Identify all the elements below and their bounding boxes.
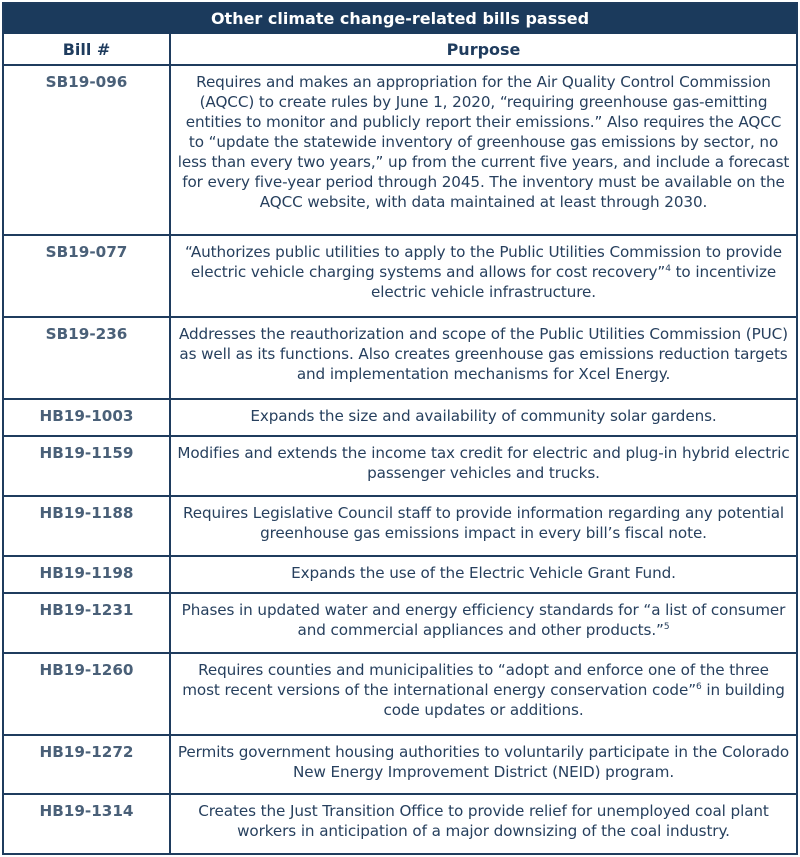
bill-number: SB19-096 — [4, 65, 170, 235]
purpose-text: “Authorizes public utilities to apply to the Public Utilities Commission to provide electric vehicle charging systems and allows for cost recovery” — [185, 243, 782, 282]
purpose-text: Addresses the reauthorization and scope of the Public Utilities Commission (PUC) as well as its functions. Also creates greenhouse gas emissions reduction targets and implementation mechanisms for Xcel Energy. — [178, 324, 788, 383]
table-row — [4, 556, 796, 594]
bill-purpose — [170, 593, 796, 653]
bill-number: HB19-1314 — [4, 794, 170, 853]
table-row — [4, 794, 796, 853]
bill-number: HB19-1159 — [4, 436, 170, 496]
purpose-text: Permits government housing authorities to voluntarily participate in the Colorado New Energy Improvement District (NEID) program. — [177, 742, 790, 781]
purpose-text: Expands the use of the Electric Vehicle Grant Fund. — [291, 563, 676, 582]
purpose-text: Requires Legislative Council staff to provide information regarding any potential greenhouse gas emissions impact in every bill’s fiscal note. — [182, 503, 785, 542]
purpose-text: Phases in updated water and energy efficiency standards for “a list of consumer and commercial appliances and other products.” — [181, 601, 786, 640]
bill-purpose — [170, 653, 796, 735]
bill-number: HB19-1260 — [4, 653, 170, 735]
table-title: Other climate change-related bills passed — [4, 4, 796, 34]
purpose-text-continued: to incentivize electric vehicle infrastructure. — [370, 263, 777, 302]
table-row — [4, 436, 796, 496]
bills-table — [2, 2, 798, 855]
purpose-text: Modifies and extends the income tax credit for electric and plug-in hybrid electric passenger vehicles and trucks. — [177, 444, 790, 483]
bill-purpose — [170, 317, 796, 399]
bill-number: HB19-1272 — [4, 735, 170, 795]
bill-purpose — [170, 399, 796, 437]
bill-number: HB19-1188 — [4, 496, 170, 556]
bill-number: HB19-1003 — [4, 399, 170, 437]
table-row — [4, 735, 796, 795]
bill-purpose — [170, 65, 796, 235]
footnote-marker: 5 — [663, 622, 670, 633]
footnote-marker: 4 — [665, 264, 671, 275]
bill-purpose — [170, 235, 796, 317]
bill-number: HB19-1231 — [4, 593, 170, 653]
bill-purpose — [170, 496, 796, 556]
purpose-column-header: Purpose — [170, 34, 796, 65]
table-row — [4, 496, 796, 556]
table-row — [4, 593, 796, 653]
table-row — [4, 65, 796, 235]
bill-column-header: Bill # — [4, 34, 170, 65]
footnote-marker: 6 — [695, 681, 702, 692]
bill-purpose — [170, 556, 796, 594]
bill-number: SB19-236 — [4, 317, 170, 399]
purpose-text: Requires and makes an appropriation for the Air Quality Control Commission (AQCC) to create rules by June 1, 2020, “requiring greenhouse gas-emitting entities to monitor and publicly report their emissions.” Also requires the AQCC to “update the statewide inventory of greenhouse gas emissions by sector, no less than every two years,” up from the current five years, and include a forecast for every five-year period through 2045. The inventory must be available on the AQCC website, with data maintained at least through 2030. — [177, 73, 790, 211]
bill-purpose — [170, 436, 796, 496]
table-row — [4, 317, 796, 399]
purpose-text: Requires counties and municipalities to “adopt and enforce one of the three most recent versions of the international energy conservation code” — [182, 660, 769, 699]
bill-number: HB19-1198 — [4, 556, 170, 594]
bills-grid — [4, 34, 796, 853]
purpose-text: Expands the size and availability of community solar gardens. — [250, 406, 717, 425]
bill-purpose — [170, 794, 796, 853]
bill-purpose — [170, 735, 796, 795]
table-row — [4, 653, 796, 735]
table-row — [4, 235, 796, 317]
purpose-text: Creates the Just Transition Office to provide relief for unemployed coal plant workers in anticipation of a major downsizing of the coal industry. — [198, 802, 769, 841]
table-row — [4, 399, 796, 437]
purpose-text-continued: in building code updates or additions. — [383, 680, 785, 719]
header-row — [4, 34, 796, 65]
bill-number: SB19-077 — [4, 235, 170, 317]
